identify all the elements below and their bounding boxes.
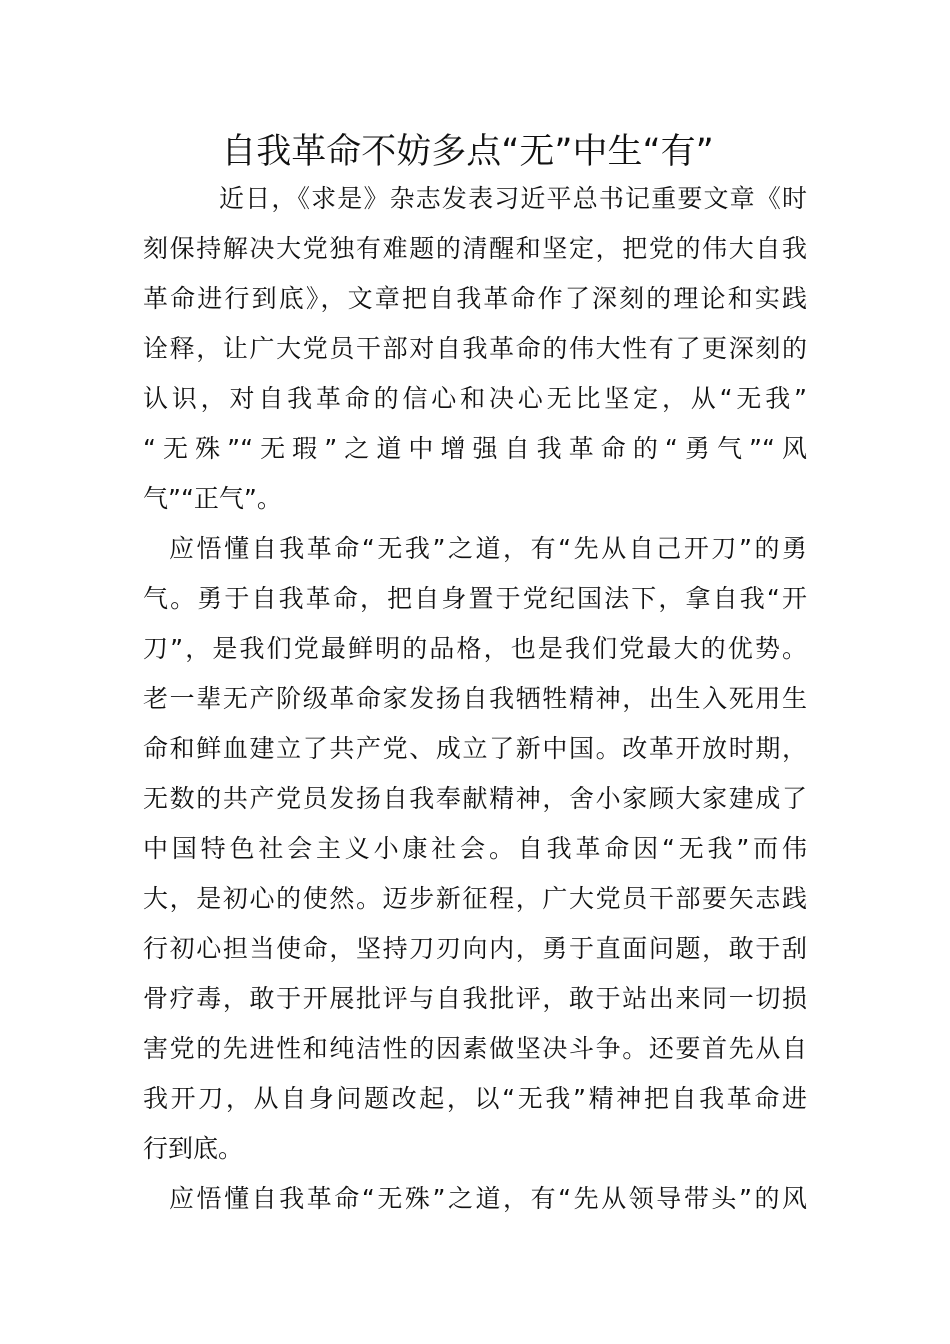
paragraph-line: “无殊”“无瑕”之道中增强自我革命的“勇气”“风	[143, 434, 807, 463]
paragraph-2	[143, 524, 807, 1174]
paragraph-3	[143, 1174, 807, 1224]
paragraph-line: 气。勇于自我革命，把自身置于党纪国法下，拿自我“开	[143, 584, 807, 613]
paragraph-line: 老一辈无产阶级革命家发扬自我牺牲精神，出生入死用生	[143, 684, 807, 713]
paragraph-line: 气”“正气”。	[143, 484, 282, 513]
paragraph-line: 刻保持解决大党独有难题的清醒和坚定，把党的伟大自我	[143, 234, 807, 263]
paragraph-line: 行初心担当使命，坚持刀刃向内，勇于直面问题，敢于刮	[143, 934, 807, 963]
paragraph-line: 刀”，是我们党最鲜明的品格，也是我们党最大的优势。	[143, 634, 807, 663]
paragraph-line: 害党的先进性和纯洁性的因素做坚决斗争。还要首先从自	[143, 1034, 807, 1063]
paragraph-line: 骨疗毒，敢于开展批评与自我批评，敢于站出来同一切损	[143, 984, 807, 1013]
paragraph-line: 应悟懂自我革命“无我”之道，有“先从自己开刀”的勇	[169, 534, 807, 563]
document-body	[143, 174, 807, 1224]
paragraph-line: 近日，《求是》杂志发表习近平总书记重要文章《时	[219, 184, 807, 213]
paragraph-line: 命和鲜血建立了共产党、成立了新中国。改革开放时期，	[143, 734, 807, 763]
paragraph-line: 认识，对自我革命的信心和决心无比坚定，从“无我”	[143, 384, 807, 413]
paragraph-line: 应悟懂自我革命“无殊”之道，有“先从领导带头”的风	[169, 1184, 807, 1213]
paragraph-line: 无数的共产党员发扬自我奉献精神，舍小家顾大家建成了	[143, 784, 807, 813]
paragraph-line: 我开刀，从自身问题改起，以“无我”精神把自我革命进	[143, 1084, 807, 1113]
paragraph-line: 诠释，让广大党员干部对自我革命的伟大性有了更深刻的	[143, 334, 807, 363]
document-title: 自我革命不妨多点“无”中生“有”	[221, 132, 714, 172]
paragraph-line: 革命进行到底》，文章把自我革命作了深刻的理论和实践	[143, 284, 807, 313]
paragraph-1	[143, 174, 807, 524]
paragraph-line: 大，是初心的使然。迈步新征程，广大党员干部要矢志践	[143, 884, 807, 913]
paragraph-line: 中国特色社会主义小康社会。自我革命因“无我”而伟	[143, 834, 807, 863]
paragraph-line: 行到底。	[143, 1134, 244, 1163]
